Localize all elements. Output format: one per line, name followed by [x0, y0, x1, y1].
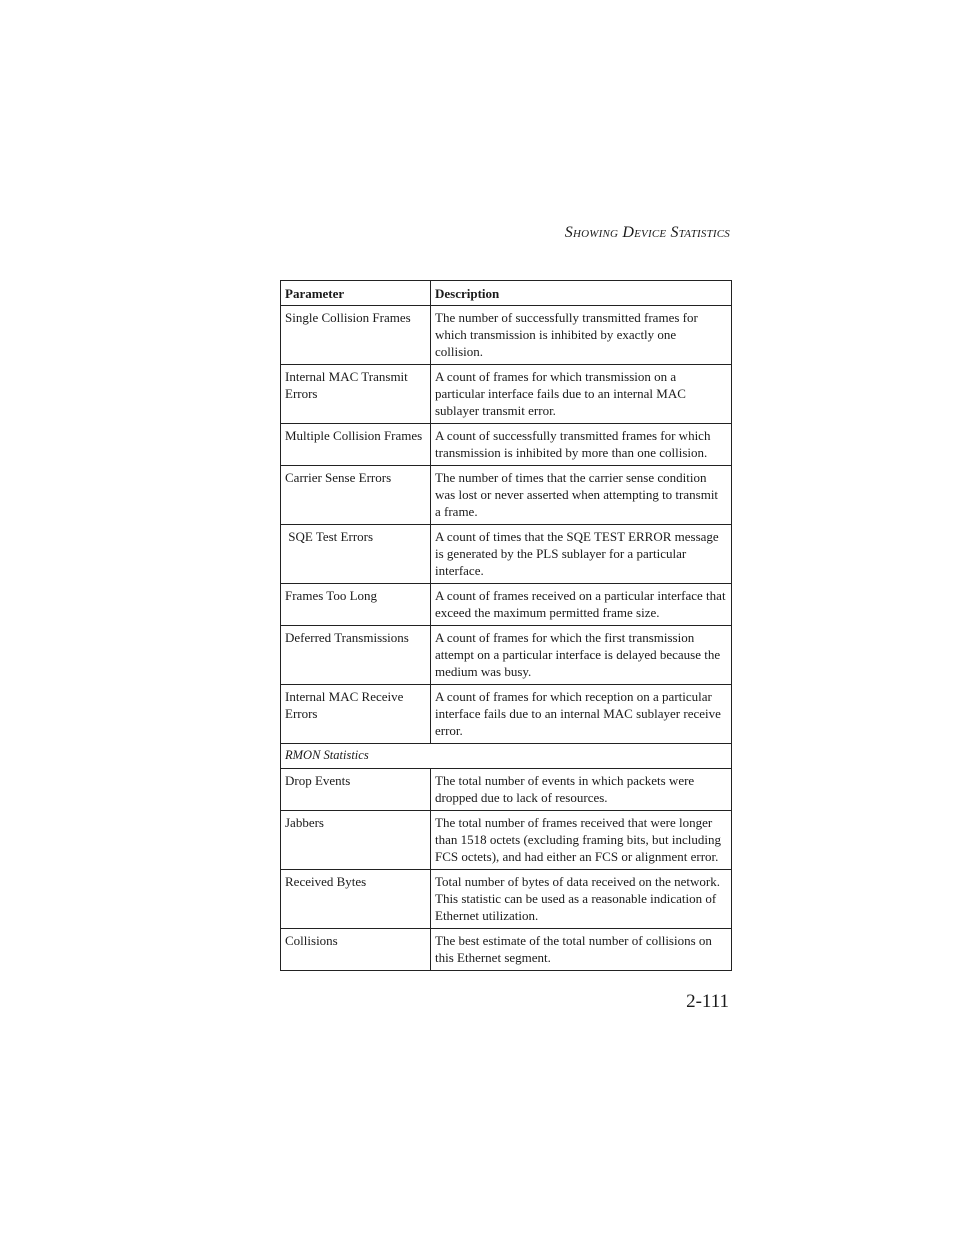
- table-row: [281, 365, 732, 424]
- parameter-cell: Carrier Sense Errors: [281, 466, 431, 525]
- description-cell: The best estimate of the total number of collisions on this Ethernet segment.: [431, 929, 732, 971]
- table-row: [281, 769, 732, 811]
- parameter-cell: Drop Events: [281, 769, 431, 811]
- section-label-rmon: RMON Statistics: [281, 744, 732, 769]
- description-cell: Total number of bytes of data received on the network. This statistic can be used as a reasonable indication of Ethernet utilization.: [431, 870, 732, 929]
- table-row: [281, 525, 732, 584]
- description-cell: A count of successfully transmitted frames for which transmission is inhibited by more than one collision.: [431, 424, 732, 466]
- table-header-row: [281, 281, 732, 306]
- table-row: [281, 870, 732, 929]
- parameter-cell: Internal MAC Receive Errors: [281, 685, 431, 744]
- table-row: [281, 466, 732, 525]
- parameter-cell: Collisions: [281, 929, 431, 971]
- table-row: [281, 306, 732, 365]
- table-row: [281, 685, 732, 744]
- description-cell: A count of frames received on a particular interface that exceed the maximum permitted frame size.: [431, 584, 732, 626]
- page-number: 2-111: [686, 991, 729, 1012]
- parameter-cell: Multiple Collision Frames: [281, 424, 431, 466]
- parameter-cell: SQE Test Errors: [281, 525, 431, 584]
- description-cell: A count of frames for which reception on a particular interface fails due to an internal MAC sublayer receive error.: [431, 685, 732, 744]
- parameter-cell: Frames Too Long: [281, 584, 431, 626]
- description-cell: The total number of frames received that were longer than 1518 octets (excluding framing bits, but including FCS octets), and had either an FCS or alignment error.: [431, 811, 732, 870]
- column-header-parameter: Parameter: [281, 281, 431, 306]
- description-cell: A count of times that the SQE TEST ERROR message is generated by the PLS sublayer for a particular interface.: [431, 525, 732, 584]
- description-cell: A count of frames for which the first transmission attempt on a particular interface is delayed because the medium was busy.: [431, 626, 732, 685]
- parameter-cell: Jabbers: [281, 811, 431, 870]
- section-row: [281, 744, 732, 769]
- parameter-cell: Deferred Transmissions: [281, 626, 431, 685]
- description-cell: The number of successfully transmitted frames for which transmission is inhibited by exactly one collision.: [431, 306, 732, 365]
- table-row: [281, 626, 732, 685]
- column-header-description: Description: [431, 281, 732, 306]
- table-row: [281, 929, 732, 971]
- description-cell: A count of frames for which transmission on a particular interface fails due to an internal MAC sublayer transmit error.: [431, 365, 732, 424]
- table-row: [281, 811, 732, 870]
- description-cell: The total number of events in which packets were dropped due to lack of resources.: [431, 769, 732, 811]
- parameter-cell: Internal MAC Transmit Errors: [281, 365, 431, 424]
- table-row: [281, 584, 732, 626]
- parameter-table: [280, 280, 732, 971]
- description-cell: The number of times that the carrier sense condition was lost or never asserted when attempting to transmit a frame.: [431, 466, 732, 525]
- parameter-cell: Received Bytes: [281, 870, 431, 929]
- table-row: [281, 424, 732, 466]
- running-head: Showing Device Statistics: [564, 224, 730, 241]
- parameter-cell: Single Collision Frames: [281, 306, 431, 365]
